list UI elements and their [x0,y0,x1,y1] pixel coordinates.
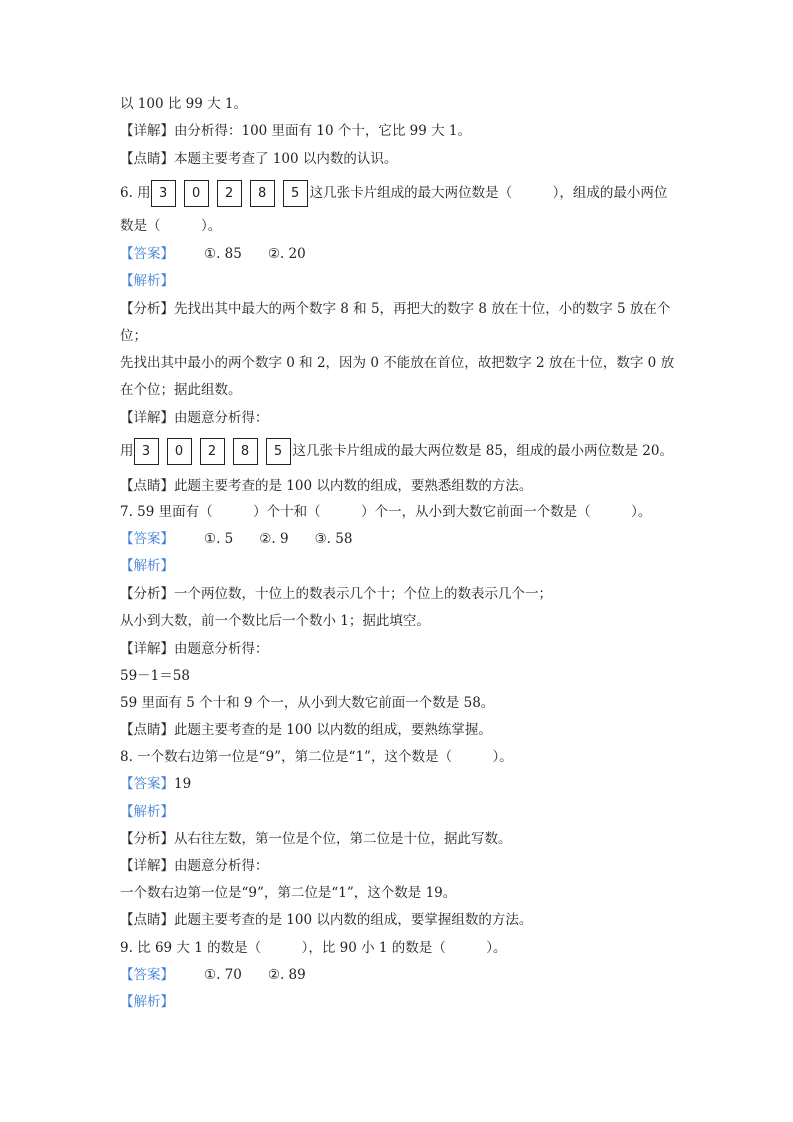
answer-value: ②. 20 [267,246,306,262]
answer-line [120,775,680,793]
digit-card: 2 [217,180,242,207]
note-line: 【点睛】此题主要考查的是 100 以内数的组成，要熟悉组数的方法。 [120,478,533,494]
digit-card: 2 [200,438,225,465]
question-8: 8. 一个数右边第一位是“9”，第二位是“1”，这个数是（ ）。 [120,749,513,765]
note-line: 【点睛】本题主要考查了 100 以内数的认识。 [120,151,398,167]
question-6-suffix: 这几张卡片组成的最大两位数是（ ），组成的最小两位 [309,185,668,201]
digit-cards [151,180,310,207]
digit-card: 3 [134,438,159,465]
digit-card: 0 [167,438,192,465]
detail-cards-line [120,438,680,465]
question-6-prefix: 6. 用 [120,185,151,201]
answer-value: ①. 70 [204,967,242,983]
analysis-text: 在个位；据此组数。 [120,382,242,398]
question-9: 9. 比 69 大 1 的数是（ ），比 90 小 1 的数是（ ）。 [120,940,507,956]
digit-card: 8 [250,180,275,207]
question-6 [120,180,680,207]
detail-line: 【详解】由题意分析得： [120,410,269,426]
answer-value: ①. 85 [204,246,242,262]
digit-card: 5 [266,438,291,465]
result-line: 59 里面有 5 个十和 9 个一，从小到大数它前面一个数是 58。 [120,695,495,711]
answer-value: ①. 5 [204,531,234,547]
answer-label: 【答案】 [120,776,174,792]
question-7: 7. 59 里面有（ ）个十和（ ）个一，从小到大数它前面一个数是（ ）。 [120,504,652,520]
analysis-text: 【分析】从右往左数，第一位是个位，第二位是十位，据此写数。 [120,831,512,847]
answer-label: 【答案】 [120,531,174,547]
detail-suffix: 这几张卡片组成的最大两位数是 85，组成的最小两位数是 20。 [292,443,673,459]
detail-line: 【详解】由分析得：100 里面有 10 个十，它比 99 大 1。 [120,123,471,139]
digit-card: 5 [283,180,308,207]
result-line: 一个数右边第一位是“9”，第二位是“1”，这个数是 19。 [120,885,457,901]
answer-line [120,530,680,548]
analysis-text: 从小到大数，前一个数比后一个数小 1；据此填空。 [120,613,430,629]
digit-cards [134,438,293,465]
analysis-text: 位； [120,328,147,344]
analysis-label: 【解析】 [120,558,174,574]
detail-line: 【详解】由题意分析得： [120,641,269,657]
answer-value: ③. 58 [314,531,353,547]
detail-prefix: 用 [120,443,134,459]
answer-value: ②. 89 [267,967,306,983]
analysis-label: 【解析】 [120,994,174,1010]
answer-label: 【答案】 [120,967,174,983]
answer-label: 【答案】 [120,246,174,262]
detail-line: 【详解】由题意分析得： [120,858,269,874]
digit-card: 0 [184,180,209,207]
analysis-text: 【分析】一个两位数，十位上的数表示几个十；个位上的数表示几个一； [120,586,552,602]
analysis-text: 【分析】先找出其中最大的两个数字 8 和 5，再把大的数字 8 放在十位，小的数字 5 放在个 [120,301,671,317]
text-line: 以 100 比 99 大 1。 [120,96,247,112]
digit-card: 8 [233,438,258,465]
question-6-line2: 数是（ ）。 [120,218,222,234]
note-line: 【点睛】此题主要考查的是 100 以内数的组成，要掌握组数的方法。 [120,912,533,928]
digit-card: 3 [151,180,176,207]
answer-line [120,966,680,984]
calculation: 59－1＝58 [120,668,190,684]
analysis-text: 先找出其中最小的两个数字 0 和 2，因为 0 不能放在首位，故把数字 2 放在十位，数字 0 放 [120,355,675,371]
answer-value: 19 [174,776,192,792]
analysis-label: 【解析】 [120,804,174,820]
answer-value: ②. 9 [259,531,289,547]
answer-line [120,245,680,263]
analysis-label: 【解析】 [120,273,174,289]
note-line: 【点睛】此题主要考查的是 100 以内数的组成，要熟练掌握。 [120,722,492,738]
